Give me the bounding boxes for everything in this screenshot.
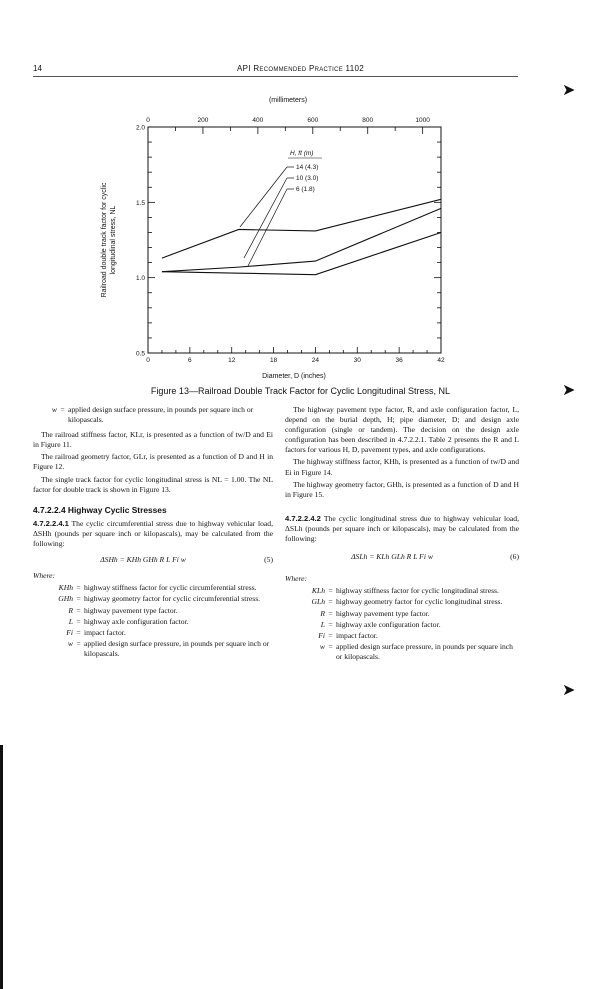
where-label: Where:	[33, 571, 56, 581]
paragraph: The highway pavement type factor, R, and axle configuration factor, L, depend on the burial depth, H; pipe diameter, D; and design axle configuration (single or tandem). The decision on the design axle configuration has been described in 4.7.2.2.1. Table 2 presents the R and L factors for various H, D, pavement types, and axle configurations.	[285, 405, 519, 455]
legend-label: 10 (3.0)	[296, 175, 319, 182]
def-symbol: GLh	[311, 597, 325, 607]
equation-number: (5)	[264, 555, 273, 565]
x-tick-label: 18	[269, 357, 278, 364]
top-tick-label: 400	[252, 117, 264, 124]
def-text: highway stiffness factor for cyclic circumferential stress.	[84, 583, 257, 593]
def-text: highway stiffness factor for cyclic longitudinal stress.	[336, 586, 499, 596]
x-tick-label: 30	[353, 357, 361, 364]
paragraph: The highway geometry factor, GHh, is presented as a function of D and H in Figure 15.	[285, 479, 519, 499]
def-equals: =	[328, 608, 333, 618]
def-equals: =	[76, 605, 81, 615]
def-equals: =	[328, 597, 333, 607]
legend-label: 14 (4.3)	[296, 164, 319, 171]
x-tick-label: 6	[188, 357, 192, 364]
x-tick-label: 24	[311, 357, 320, 364]
definition-row	[285, 597, 519, 607]
subsection-paragraph	[285, 514, 519, 544]
subsection-number: 4.7.2.2.4.1	[33, 518, 69, 528]
definition-row	[285, 586, 519, 596]
def-equals: =	[76, 616, 81, 626]
def-text: highway pavement type factor.	[336, 608, 430, 618]
equation-text: ΔSHh = KHh GHh R L Fi w	[100, 555, 186, 565]
definition-row	[285, 642, 519, 662]
def-symbol: L	[68, 616, 73, 626]
y-axis-label-line1: Railroad double track factor for cyclic	[101, 182, 108, 298]
def-symbol: Fi	[66, 627, 73, 637]
top-axis-label: (millimeters)	[268, 97, 308, 104]
def-text: highway geometry factor for cyclic circumferential stress.	[84, 594, 261, 604]
where-label: Where:	[285, 574, 308, 584]
def-symbol: w	[51, 405, 57, 414]
x-tick-label: 36	[395, 357, 403, 364]
legend-title: H, ft (m)	[290, 150, 314, 157]
punch-hole-mark: ➤	[562, 80, 576, 99]
subsection-text: The cyclic circumferential stress due to highway vehicular load, ΔSHh (pounds per square inch or kilopascals), may be calculated from the following:	[33, 518, 273, 549]
top-tick-label: 600	[307, 117, 319, 124]
def-equals: =	[328, 619, 333, 629]
x-axis-label: Diameter, D (inches)	[262, 373, 326, 380]
def-text: highway axle configuration factor.	[84, 616, 189, 626]
axis-ticks	[148, 127, 441, 353]
paragraph: The railroad geometry factor, GLr, is presented as a function of D and H in Figure 12.	[33, 452, 273, 472]
definition-row	[33, 594, 273, 604]
def-symbol: KHh	[58, 583, 73, 593]
y-axis-label-group	[101, 182, 117, 297]
punch-hole-mark: ➤	[562, 380, 576, 399]
def-symbol: R	[320, 608, 325, 618]
x-tick-label: 0	[146, 357, 150, 364]
plot-frame	[148, 127, 441, 353]
right-column	[285, 405, 519, 663]
definition-row	[285, 609, 519, 619]
def-symbol: Fi	[318, 630, 325, 640]
paragraph: The single track factor for cyclic longitudinal stress is NL = 1.00. The NL factor for double track is shown in Figure 13.	[33, 474, 273, 494]
top-tick-label: 0	[146, 117, 150, 124]
figure-caption	[0, 386, 601, 396]
left-column	[33, 405, 273, 660]
def-text: highway pavement type factor.	[84, 605, 178, 615]
definition-row	[33, 583, 273, 593]
equation-5	[33, 555, 273, 565]
subsection-paragraph	[33, 519, 273, 549]
equation-number: (6)	[510, 552, 519, 562]
definition-list	[285, 586, 519, 662]
section-heading: 4.7.2.2.4 Highway Cyclic Stresses	[33, 504, 167, 515]
definition-row	[33, 628, 273, 638]
definition-list	[33, 583, 273, 659]
subsection-number: 4.7.2.2.4.2	[285, 513, 321, 523]
page-number: 14	[33, 64, 42, 73]
def-equals: =	[328, 586, 333, 596]
def-symbol: KLh	[311, 586, 325, 596]
legend-label: 6 (1.8)	[296, 186, 315, 193]
definition-row	[285, 620, 519, 630]
y-tick-label: 2.0	[135, 124, 145, 132]
top-tick-label: 1000	[415, 117, 430, 124]
top-tick-label: 200	[197, 117, 209, 124]
legend-leader	[248, 189, 287, 266]
def-equals: =	[60, 405, 65, 414]
legend-leader	[244, 178, 287, 258]
scan-edge-left	[0, 745, 3, 989]
series-lines	[162, 199, 441, 274]
running-title: API Recommended Practice 1102	[237, 64, 364, 73]
y-tick-label: 1.5	[135, 199, 145, 207]
y-tick-label: 0.5	[135, 350, 145, 358]
def-symbol: w	[319, 641, 325, 651]
def-equals: =	[76, 638, 81, 648]
def-equals: =	[328, 641, 333, 651]
series-line-3	[162, 232, 441, 274]
paragraph: The railroad stiffness factor, KLr, is presented as a function of tw/D and Ei in Figure 11.	[33, 430, 273, 450]
definition-row	[33, 617, 273, 627]
def-text: impact factor.	[84, 627, 126, 637]
def-equals: =	[76, 594, 81, 604]
def-equals: =	[76, 627, 81, 637]
def-text: applied design surface pressure, in pounds per square inch or kilopascals.	[336, 641, 513, 661]
y-axis-label-line2: longitudinal stress, NL	[110, 205, 117, 275]
def-equals: =	[76, 583, 81, 593]
definition-row	[33, 639, 273, 659]
def-symbol: R	[68, 605, 73, 615]
punch-hole-mark: ➤	[562, 680, 576, 699]
def-equals: =	[328, 630, 333, 640]
def-symbol: GHh	[58, 594, 73, 604]
legend-leader	[240, 167, 287, 227]
legend	[240, 164, 318, 266]
def-text: highway geometry factor for cyclic longitudinal stress.	[336, 597, 503, 607]
paragraph: The highway stiffness factor, KHh, is presented as a function of tw/D and Ei in Figure 14.	[285, 457, 519, 477]
def-text: impact factor.	[336, 630, 378, 640]
figure-13-chart	[90, 92, 470, 382]
definition-row	[285, 631, 519, 641]
def-symbol: L	[320, 619, 325, 629]
y-tick-label: 1.0	[135, 275, 145, 283]
x-tick-label: 42	[437, 357, 445, 364]
equation-6	[285, 552, 519, 562]
def-text: applied design surface pressure, in pounds per square inch or kilopascals.	[68, 405, 254, 425]
equation-text: ΔSLh = KLh GLh R L Fi w	[351, 552, 433, 562]
subsection-text: The cyclic longitudinal stress due to highway vehicular load, ΔSLh (pounds per square inch or kilopascals), may be calculated from the following:	[285, 513, 519, 544]
figure-caption-text: Figure 13—Railroad Double Track Factor for Cyclic Longitudinal Stress, NL	[150, 386, 451, 396]
x-tick-label: 12	[228, 357, 236, 364]
w-definition	[33, 405, 273, 425]
def-symbol: w	[67, 638, 73, 648]
top-tick-label: 800	[362, 117, 374, 124]
series-line-1	[162, 199, 441, 258]
header-rule	[33, 76, 518, 77]
definition-row	[33, 606, 273, 616]
def-text: highway axle configuration factor.	[336, 619, 441, 629]
series-line-2	[162, 208, 441, 271]
def-text: applied design surface pressure, in pounds per square inch or kilopascals.	[84, 638, 270, 658]
